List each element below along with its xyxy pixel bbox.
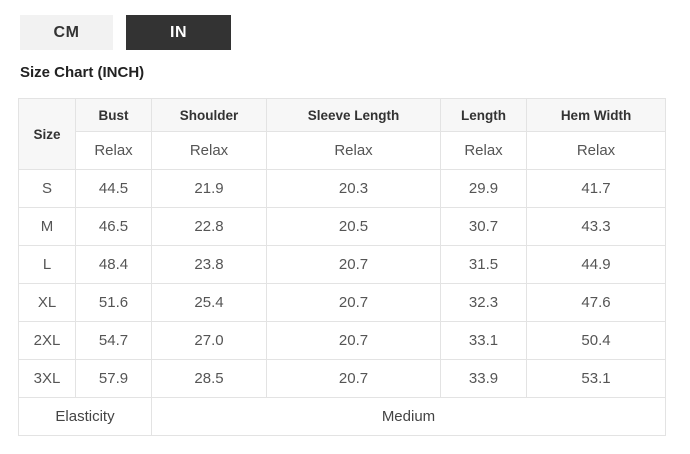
fit-cell-bust: Relax <box>76 132 152 170</box>
table-row-l <box>19 246 666 284</box>
fit-cell-shoulder: Relax <box>152 132 267 170</box>
cell-shoulder: 28.5 <box>152 360 267 398</box>
fit-cell-hem-width: Relax <box>527 132 666 170</box>
cell-shoulder: 25.4 <box>152 284 267 322</box>
size-label: L <box>19 246 76 284</box>
cell-hem-width: 44.9 <box>527 246 666 284</box>
cell-shoulder: 23.8 <box>152 246 267 284</box>
cell-bust: 54.7 <box>76 322 152 360</box>
unit-toggle-group <box>0 0 690 50</box>
fit-cell-sleeve-length: Relax <box>267 132 441 170</box>
fit-type-row <box>19 132 666 170</box>
col-header-bust: Bust <box>76 99 152 132</box>
size-label: S <box>19 170 76 208</box>
cell-length: 33.1 <box>441 322 527 360</box>
elasticity-value: Medium <box>152 398 666 436</box>
cell-length: 32.3 <box>441 284 527 322</box>
table-row-xl <box>19 284 666 322</box>
cell-sleeve-length: 20.7 <box>267 360 441 398</box>
cell-sleeve-length: 20.3 <box>267 170 441 208</box>
cm-unit-button[interactable]: CM <box>20 15 113 50</box>
cell-sleeve-length: 20.5 <box>267 208 441 246</box>
cell-length: 30.7 <box>441 208 527 246</box>
cell-bust: 51.6 <box>76 284 152 322</box>
cell-sleeve-length: 20.7 <box>267 322 441 360</box>
cell-length: 33.9 <box>441 360 527 398</box>
cell-hem-width: 53.1 <box>527 360 666 398</box>
col-header-size: Size <box>19 99 76 170</box>
col-header-sleeve-length: Sleeve Length <box>267 99 441 132</box>
table-row-3xl <box>19 360 666 398</box>
col-header-shoulder: Shoulder <box>152 99 267 132</box>
size-chart-table <box>18 98 666 436</box>
size-label: XL <box>19 284 76 322</box>
in-unit-button[interactable]: IN <box>126 15 231 50</box>
cell-shoulder: 21.9 <box>152 170 267 208</box>
cell-bust: 46.5 <box>76 208 152 246</box>
elasticity-label: Elasticity <box>19 398 152 436</box>
size-label: M <box>19 208 76 246</box>
cell-hem-width: 47.6 <box>527 284 666 322</box>
cell-shoulder: 27.0 <box>152 322 267 360</box>
cell-shoulder: 22.8 <box>152 208 267 246</box>
cell-bust: 48.4 <box>76 246 152 284</box>
cell-length: 31.5 <box>441 246 527 284</box>
cell-length: 29.9 <box>441 170 527 208</box>
cell-hem-width: 41.7 <box>527 170 666 208</box>
fit-cell-length: Relax <box>441 132 527 170</box>
size-label: 3XL <box>19 360 76 398</box>
cell-bust: 44.5 <box>76 170 152 208</box>
cell-sleeve-length: 20.7 <box>267 246 441 284</box>
column-header-row <box>19 99 666 132</box>
size-chart-title: Size Chart (INCH) <box>20 64 145 81</box>
table-row-m <box>19 208 666 246</box>
table-row-s <box>19 170 666 208</box>
cell-sleeve-length: 20.7 <box>267 284 441 322</box>
cell-hem-width: 50.4 <box>527 322 666 360</box>
cell-hem-width: 43.3 <box>527 208 666 246</box>
elasticity-row <box>19 398 666 436</box>
table-row-2xl <box>19 322 666 360</box>
col-header-hem-width: Hem Width <box>527 99 666 132</box>
cell-bust: 57.9 <box>76 360 152 398</box>
col-header-length: Length <box>441 99 527 132</box>
size-label: 2XL <box>19 322 76 360</box>
